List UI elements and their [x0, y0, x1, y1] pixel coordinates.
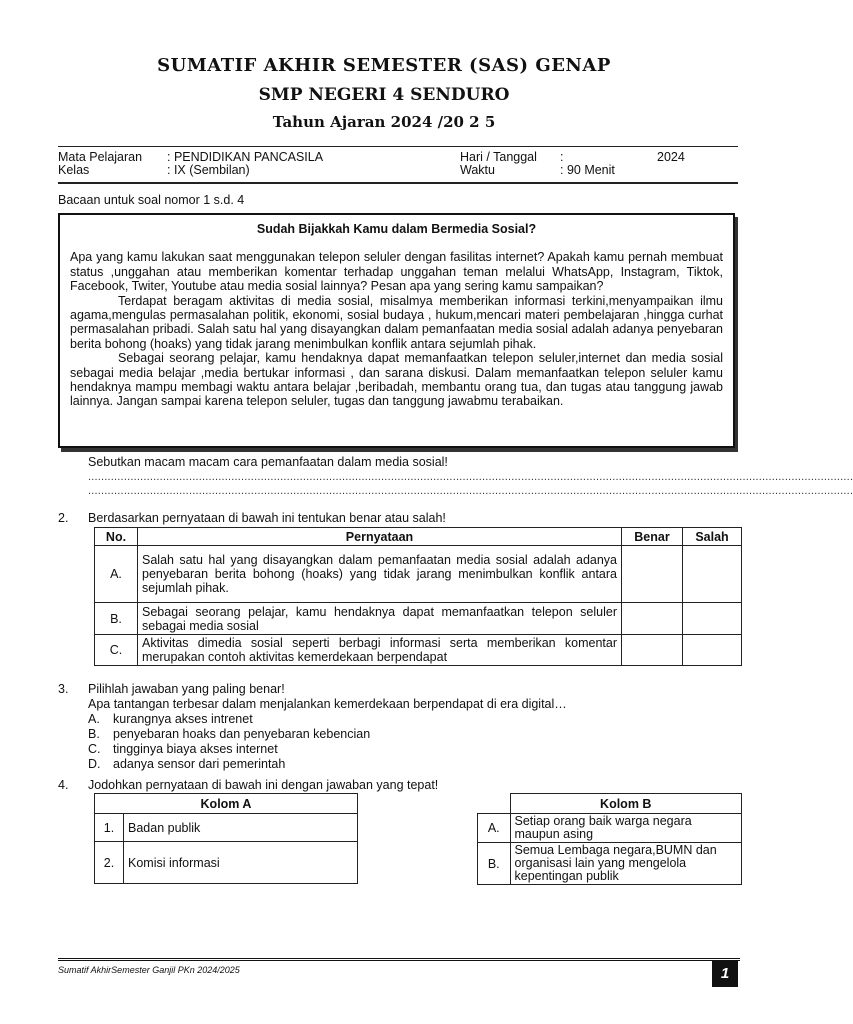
table-row	[95, 546, 742, 603]
benar-answer-cell[interactable]	[622, 603, 683, 635]
table-row	[95, 635, 742, 666]
question-2-number: 2.	[58, 511, 69, 525]
question-1-text: Sebutkan macam macam cara pemanfaatan dalam media sosial!	[88, 455, 448, 469]
option-a[interactable]: A. kurangnya akses intrenet	[88, 712, 253, 726]
question-4-text: Jodohkan pernyataan di bawah ini dengan jawaban yang tepat!	[88, 778, 439, 792]
row-number: B.	[95, 603, 138, 635]
option-d[interactable]: D. adanya sensor dari pemerintah	[88, 757, 286, 771]
table-row	[95, 603, 742, 635]
row-number: A.	[95, 546, 138, 603]
matching-column-b	[477, 793, 742, 885]
subject-value: : PENDIDIKAN PANCASILA	[167, 150, 324, 164]
class-label: Kelas	[58, 163, 90, 177]
date-year: 2024	[657, 150, 685, 164]
option-c[interactable]: C. tingginya biaya akses internet	[88, 742, 278, 756]
list-item: 1. Badan publik	[95, 814, 358, 842]
table-header-no: No.	[95, 528, 138, 546]
reading-box	[58, 213, 735, 448]
column-b-header: Kolom B	[510, 794, 742, 814]
class-value: : IX (Sembilan)	[167, 163, 250, 177]
row-statement: Sebagai seorang pelajar, kamu hendaknya dapat memanfaatkan telepon seluler sebagai media sosial	[138, 603, 622, 635]
table-header-salah: Salah	[683, 528, 742, 546]
question-3-text: Apa tantangan terbesar dalam menjalankan kemerdekaan berpendapat di era digital…	[88, 697, 567, 711]
table-header-statement: Pernyataan	[138, 528, 622, 546]
reading-paragraph-3: Sebagai seorang pelajar, kamu hendaknya dapat memanfaatkan telepon seluler,internet dan media sosial sebagai media belajar ,media bertukar informasi , dan sarana diskusi. Dalam memanfaatkan telepon seluler kamu hendaknya mampu membagi waktu antara belajar ,beribadah, membantu orang tua, dan tugas atau tanggung jawab lainnya. Jangan sampai karena telepon seluler, tugas dan tanggung jawabmu terabaikan.	[70, 351, 723, 409]
option-b[interactable]: B. penyebaran hoaks dan penyebaran kebencian	[88, 727, 371, 741]
benar-answer-cell[interactable]	[622, 635, 683, 666]
table-header-benar: Benar	[622, 528, 683, 546]
school-name: SMP NEGERI 4 SENDURO	[258, 85, 510, 105]
answer-line-2: ...........................................................................................................................................................................................................................................	[88, 485, 853, 497]
list-item: 2. Komisi informasi	[95, 842, 358, 884]
question-4-number: 4.	[58, 778, 69, 792]
header-divider-bottom	[58, 182, 738, 184]
subject-label: Mata Pelajaran	[58, 150, 143, 164]
footer-text: Sumatif AkhirSemester Ganjil PKn 2024/2025	[58, 965, 240, 975]
answer-line-1: ...........................................................................................................................................................................................................................................	[88, 471, 853, 483]
salah-answer-cell[interactable]	[683, 603, 742, 635]
true-false-table	[94, 527, 742, 666]
row-number: C.	[95, 635, 138, 666]
time-label: Waktu	[460, 163, 495, 177]
date-label: Hari / Tanggal	[460, 150, 537, 164]
matching-column-a	[94, 793, 358, 884]
header-divider-top	[58, 146, 738, 147]
question-2-text: Berdasarkan pernyataan di bawah ini tentukan benar atau salah!	[88, 511, 446, 525]
reading-intro: Bacaan untuk soal nomor 1 s.d. 4	[58, 193, 245, 207]
time-value: : 90 Menit	[560, 163, 615, 177]
column-a-header: Kolom A	[95, 794, 358, 814]
row-statement: Aktivitas dimedia sosial seperti berbagi informasi serta memberikan komentar merupakan contoh aktivitas kemerdekaan berpendapat	[138, 635, 622, 666]
list-item: A. Setiap orang baik warga negara maupun asing	[478, 814, 742, 843]
page-number: 1	[712, 961, 738, 987]
reading-title: Sudah Bijakkah Kamu dalam Bermedia Sosial?	[256, 222, 537, 236]
list-item: B. Semua Lembaga negara,BUMN dan organisasi lain yang mengelola kepentingan publik	[478, 843, 742, 885]
date-value: :	[560, 150, 564, 164]
footer-divider	[58, 958, 740, 961]
question-3-number: 3.	[58, 682, 69, 696]
reading-paragraph-1: Apa yang kamu lakukan saat menggunakan telepon seluler dengan fasilitas internet? Apakah kamu pernah membuat status ,unggahan atau memberikan komentar terhadap unggahan teman melalui WhatsApp, Instagram, Tiktok, Facebook, Twiter, Youtube atau media sosial lainnya? Pesan apa yang sering kamu sampaikan?	[70, 250, 723, 294]
salah-answer-cell[interactable]	[683, 635, 742, 666]
question-3-instruction: Pilihlah jawaban yang paling benar!	[88, 682, 285, 696]
academic-year: Tahun Ajaran 2024 /20 2 5	[272, 113, 496, 131]
salah-answer-cell[interactable]	[683, 546, 742, 603]
exam-title: SUMATIF AKHIR SEMESTER (SAS) GENAP	[157, 55, 611, 76]
question-3-options	[88, 712, 370, 772]
reading-paragraph-2: Terdapat beragam aktivitas di media sosial, misalmya memberikan informasi terkini,menyampaikan ilmu agama,mengulas permasalahan politik, ekonomi, sosial budaya , hukum,mencari materi pembelajaran ,hingga curhat permasalahan pribadi. Salah satu hal yang disayangkan dalam pemanfaatan media sosial adalah adanya penyebaran berita bohong (hoaks) yang tidak jarang menimbulkan konflik antara sejumlah pihak.	[70, 293, 723, 351]
benar-answer-cell[interactable]	[622, 546, 683, 603]
row-statement: Salah satu hal yang disayangkan dalam pemanfaatan media sosial adalah adanya penyebaran berita bohong (hoaks) yang tidak jarang menimbulkan konflik antara sejumlah pihak.	[138, 546, 622, 603]
